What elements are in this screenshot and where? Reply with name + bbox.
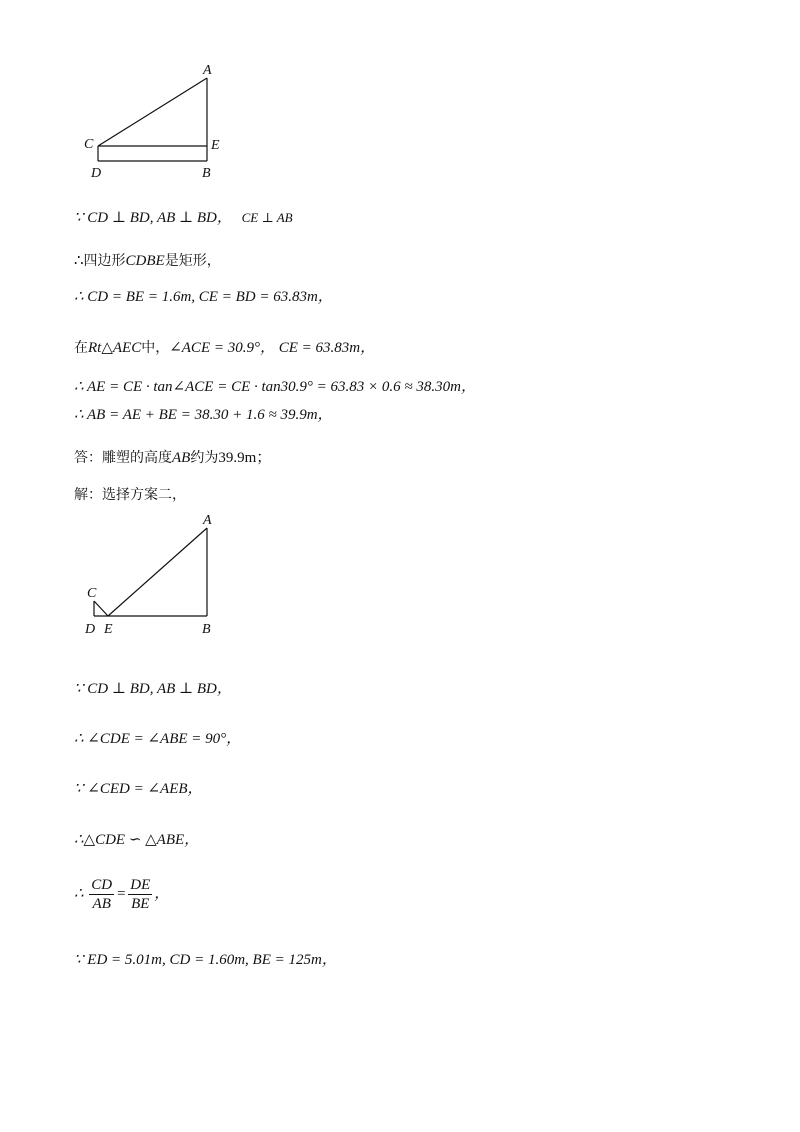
line-right-angles — [74, 727, 241, 748]
punctuation: ， — [154, 885, 170, 902]
statement-text: 在 — [74, 340, 88, 356]
label-d: D — [85, 622, 96, 637]
line-perpendicular-2 — [74, 677, 232, 698]
statement-text: ∵ ∠CED = ∠AEB， — [74, 781, 203, 797]
statement-text: ∵ CD ⊥ BD, AB ⊥ BD， — [74, 210, 232, 226]
label-b: B — [202, 622, 211, 637]
line-proportion — [74, 876, 169, 913]
statement-text: ∴ AB = AE + BE = 38.30 + 1.6 ≈ 39.9m， — [74, 407, 333, 423]
line-vertical-angles — [74, 777, 203, 798]
statement-text: 四边形 — [83, 253, 126, 269]
statement-text: 答：雕塑的高度 — [74, 450, 172, 466]
symbol: ∴ — [74, 885, 84, 902]
statement-text: ∵ ED = 5.01m, CD = 1.60m, BE = 125m， — [74, 952, 337, 968]
label-c: C — [84, 137, 94, 152]
statement-text: 解：选择方案二， — [74, 487, 186, 503]
math-text: AB — [172, 450, 191, 466]
statement-text: 中， — [141, 340, 170, 356]
label-e: E — [104, 622, 113, 637]
statement-text: ∵ CD ⊥ BD, AB ⊥ BD， — [74, 681, 232, 697]
statement-text: ∴ CD = BE = 1.6m, CE = BD = 63.83m， — [74, 289, 333, 305]
statement-text: ∴ AE = CE · tan∠ACE = CE · tan30.9° = 63.83 × 0.6 ≈ 38.30m， — [74, 379, 476, 395]
statement-text: 是矩形， — [164, 253, 221, 269]
math-text: Rt△AEC — [88, 340, 142, 356]
statement-text: ∴ ∠CDE = ∠ABE = 90°， — [74, 731, 242, 747]
label-c: C — [87, 586, 97, 601]
fraction-cd-ab — [89, 876, 114, 913]
label-d: D — [91, 166, 102, 181]
math-text: ∠ACE = 30.9°， CE = 63.83m， — [169, 340, 376, 356]
math-text: CDBE — [125, 253, 165, 269]
label-b: B — [202, 166, 211, 181]
statement-text: CE ⊥ AB — [241, 210, 293, 225]
line-given-values — [74, 948, 337, 969]
statement-text: 39.9m； — [218, 450, 272, 466]
label-e: E — [211, 138, 220, 153]
equals-sign: = — [116, 885, 127, 902]
denominator: AB — [92, 896, 111, 912]
fraction-de-be — [128, 876, 152, 913]
line-similar — [74, 828, 199, 849]
numerator: DE — [130, 877, 151, 893]
symbol: ∴ — [74, 253, 84, 269]
denominator: BE — [131, 896, 150, 912]
statement-text: ∴△CDE ∽ △ABE， — [74, 832, 200, 848]
label-a: A — [203, 63, 212, 78]
statement-text: 约为 — [190, 450, 219, 466]
label-a: A — [203, 513, 212, 528]
numerator: CD — [91, 877, 113, 893]
